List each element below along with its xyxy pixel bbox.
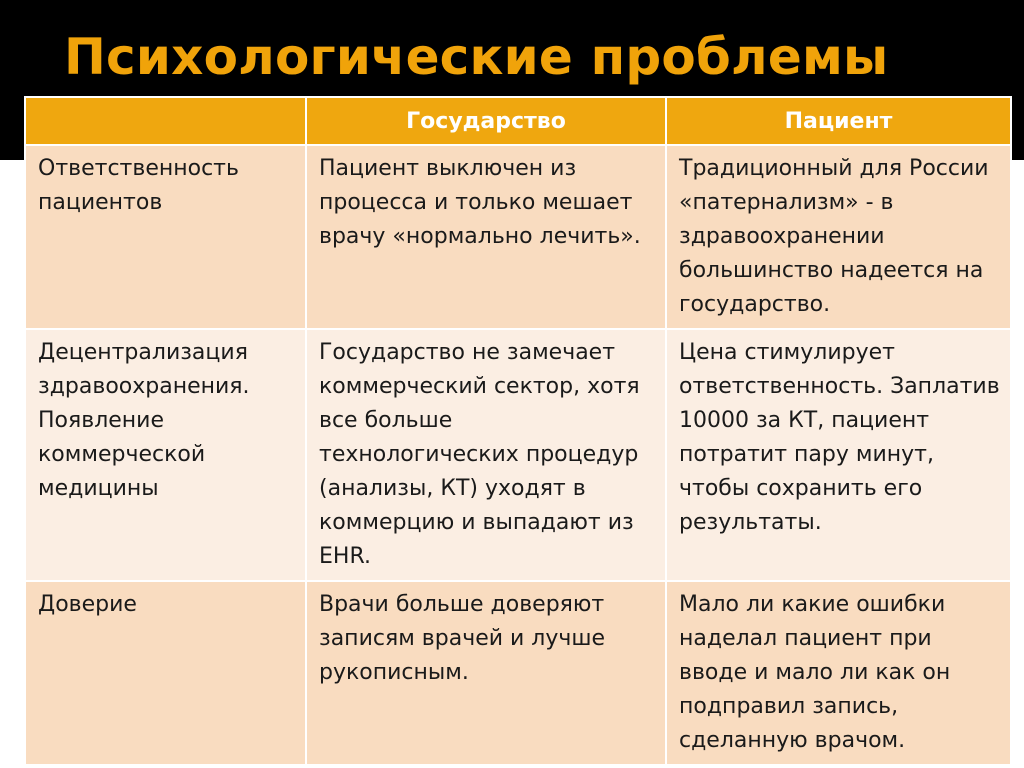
topic-cell: Ответственность пациентов <box>25 145 306 329</box>
header-state: Государство <box>306 97 666 145</box>
problems-table <box>24 96 1012 766</box>
topic-cell: Децентрализация здравоохранения. Появление коммерческой медицины <box>25 329 306 581</box>
patient-cell: Традиционный для России «патернализм» - в здравоохранении большинство надеется на государство. <box>666 145 1011 329</box>
slide-title: Психологические проблемы <box>64 28 889 86</box>
patient-cell: Мало ли какие ошибки наделал пациент при вводе и мало ли как он подправил запись, сделанную врачом. <box>666 581 1011 765</box>
state-cell: Пациент выключен из процесса и только мешает врачу «нормально лечить». <box>306 145 666 329</box>
table-row <box>25 329 1011 581</box>
table-row <box>25 145 1011 329</box>
state-cell: Государство не замечает коммерческий сектор, хотя все больше технологических процедур (анализы, КТ) уходят в коммерцию и выпадают из EHR. <box>306 329 666 581</box>
patient-cell: Цена стимулирует ответственность. Заплатив 10000 за КТ, пациент потратит пару минут, чтобы сохранить его результаты. <box>666 329 1011 581</box>
table-row <box>25 581 1011 765</box>
topic-cell: Доверие <box>25 581 306 765</box>
header-topic <box>25 97 306 145</box>
header-patient: Пациент <box>666 97 1011 145</box>
state-cell: Врачи больше доверяют записям врачей и лучше рукописным. <box>306 581 666 765</box>
table-header-row <box>25 97 1011 145</box>
